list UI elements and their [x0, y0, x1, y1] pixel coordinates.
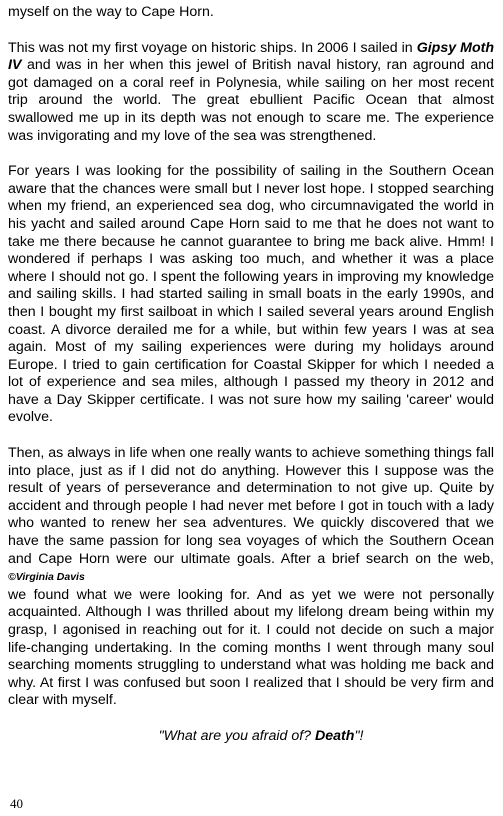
- paragraph-3: [8, 445, 494, 710]
- paragraph-3-post: we found what we were looking for. And as yet we were not personally acquainted. Although I was thrilled about my lifelong dream being within my grasp, I agonised in reaching out for it. I could not decide on such a major life-changing undertaking. In the coming months I went through many soul searching moments struggling to understand what was holding me back and why. At first I was confused but soon I realized that I should be very firm and clear with myself.: [8, 586, 494, 709]
- paragraph-1-pre: This was not my first voyage on historic ships. In 2006 I sailed in: [8, 39, 417, 56]
- quote-pre: "What are you afraid of?: [158, 727, 316, 744]
- quote-post: "!: [354, 727, 364, 744]
- page-body: [8, 4, 494, 746]
- paragraph-2: For years I was looking for the possibility of sailing in the Southern Ocean aware that the chances were small but I never lost hope. I stopped searching when my friend, an experienced sea dog, who circumnavigated the world in his yacht and sailed around Cape Horn said to me that he does not want to take me there because he cannot guarantee to bring me back alive. Hmm! I wondered if perhaps I was asking too much, and whether it was a place where I should not go. I spent the following years in improving my knowledge and sailing skills. I had started sailing in small boats in the early 1990s, and then I bought my first sailboat in which I sailed several years around English coast. A divorce derailed me for a while, but within few years I was at sea again. Most of my sailing experiences were during my holidays around Europe. I tried to gain certification for Coastal Skipper for which I needed a lot of experience and sea miles, although I passed my theory in 2012 and have a Day Skipper certificate. I was not sure how my sailing 'career' would evolve.: [8, 163, 494, 426]
- paragraph-0: myself on the way to Cape Horn.: [8, 4, 214, 20]
- closing-quote: [8, 728, 494, 746]
- page-number: 40: [10, 796, 23, 811]
- photo-credit: ©Virginia Davis: [8, 571, 85, 584]
- quote-bold: Death: [315, 727, 355, 744]
- paragraph-3-pre: Then, as always in life when one really wants to achieve something things fall into place, just as if I did not do anything. However this I suppose was the result of years of perseverance and determination to not give up. Quite by accident and through people I had never met before I got in touch with a lady who wanted to renew her sea adventures. We quickly discovered that we have the same passion for long sea voyages of which the Southern Ocean and Cape Horn were our ultimate goals. After a brief search on the web,: [8, 445, 494, 567]
- ship-name: Gipsy Moth IV: [8, 39, 494, 74]
- paragraph-1: [8, 40, 494, 146]
- paragraph-1-post: and was in her when this jewel of British naval history, ran aground and got damaged on a coral reef in Polynesia, while sailing on her most recent trip around the world. The great ebullient Pacific Ocean that almost swallowed me up in its depth was not enough to scare me. The experience was invigorating and my love of the sea was strengthened.: [8, 57, 494, 144]
